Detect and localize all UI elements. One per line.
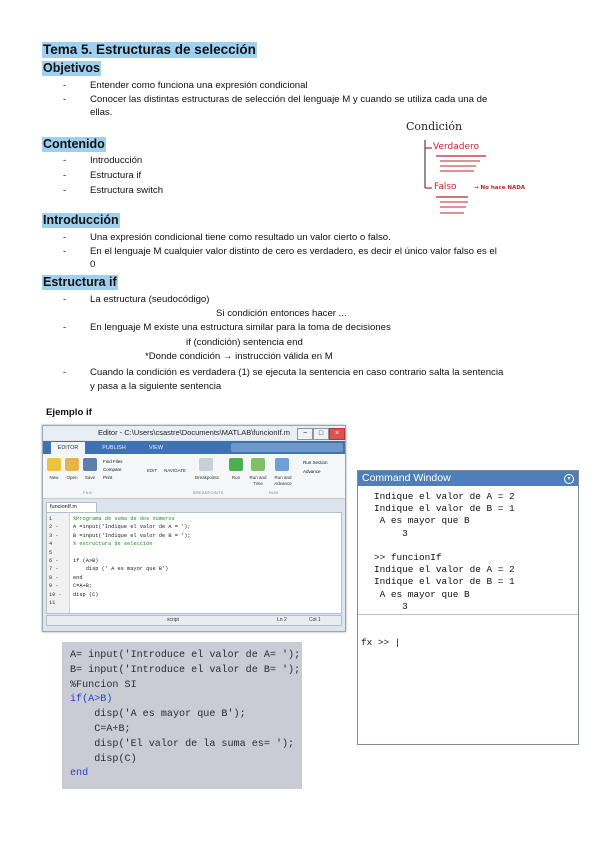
command-output-line: >> funcionIf — [374, 552, 442, 563]
command-divider — [358, 614, 578, 615]
line-number: 10 - — [49, 591, 62, 598]
code-photo — [62, 642, 302, 789]
command-output-line: Indique el valor de B = 1 — [374, 576, 515, 588]
objetivos-heading: Objetivos — [43, 61, 100, 75]
close-icon[interactable]: × — [329, 428, 345, 440]
pseudocode-line: Si condición entonces hacer ... — [216, 308, 347, 319]
command-output-line: Indique el valor de A = 2 — [374, 491, 515, 502]
contenido-heading: Contenido — [43, 137, 105, 151]
ribbon-open[interactable]: Open — [66, 475, 78, 480]
run-advance-icon[interactable] — [275, 458, 289, 471]
minimize-icon[interactable]: − — [297, 428, 313, 440]
command-output-line: Indique el valor de B = 1 — [374, 503, 515, 515]
command-window — [357, 470, 579, 745]
estructura-if-item: - Cuando la condición es verdadera (1) se ejecuta la sentencia en caso contrario salta la sentencia — [63, 367, 504, 378]
photo-code-line: disp(C) — [70, 753, 137, 765]
quick-access-toolbar[interactable] — [231, 443, 343, 452]
line-number: 11 — [49, 600, 56, 606]
objetivos-item-cont: ellas. — [90, 107, 113, 118]
ribbon-advance[interactable]: Advance — [303, 469, 321, 474]
line-number: 5 — [49, 549, 53, 556]
maximize-icon[interactable]: □ — [313, 428, 329, 440]
contenido-item: - Estructura if — [63, 170, 142, 181]
introduccion-item: - En el lenguaje M cualquier valor distinto de cero es verdadero, es decir el único valor falso es el — [63, 246, 497, 257]
line-number: 2 - — [49, 524, 59, 531]
open-icon[interactable] — [65, 458, 79, 471]
editor-ribbon — [43, 454, 345, 499]
line-gutter — [47, 513, 70, 613]
estructura-if-item: - La estructura (seudocódigo) — [63, 294, 210, 305]
command-window-title: Command Window — [358, 471, 578, 486]
handwritten-title: Condición — [406, 120, 463, 133]
ribbon-run[interactable]: Run — [231, 475, 241, 480]
line-number: 6 - — [49, 558, 59, 564]
ribbon-save[interactable]: Save — [84, 475, 96, 480]
photo-code-line: disp('A es mayor que B'); — [70, 709, 246, 721]
line-number: 3 - — [49, 532, 59, 539]
code-editor[interactable] — [46, 512, 342, 614]
introduccion-item: - Una expresión condicional tiene como resultado un valor cierto o falso. — [63, 232, 391, 243]
ejemplo-heading: Ejemplo if — [46, 407, 92, 418]
editor-tabbar — [43, 441, 345, 454]
ribbon-section-file: FILE — [83, 490, 93, 495]
photo-code-line: B= input('Introduce el valor de B= '); — [70, 664, 301, 676]
code-line: B =input('Indique el valor de B = '); — [73, 532, 191, 539]
handwritten-falso: Falso — [434, 182, 457, 192]
run-and-time-icon[interactable] — [251, 458, 265, 471]
tab-publish[interactable]: PUBLISH — [102, 445, 126, 451]
command-output-line: Indique el valor de A = 2 — [374, 564, 515, 576]
ribbon-find-files[interactable]: Find Files — [103, 459, 123, 464]
editor-statusbar — [46, 615, 342, 626]
code-line: disp (C) — [73, 591, 99, 598]
code-line: %Programa de suma de dos numeros — [73, 516, 175, 522]
file-tab[interactable]: funcionIf.m — [46, 502, 97, 513]
code-line: C=A+B; — [73, 583, 93, 590]
line-number: 9 - — [49, 583, 59, 590]
line-number: 1 — [49, 516, 53, 522]
breakpoints-icon[interactable] — [199, 458, 213, 471]
photo-code-line: end — [70, 768, 89, 780]
status-mode: script — [167, 617, 179, 623]
ribbon-file-stack — [103, 458, 123, 482]
status-col: Col 1 — [309, 617, 321, 623]
ribbon-navigate[interactable]: NAVIGATE — [163, 468, 187, 473]
objetivos-item: - Entender como funciona una expresión condicional — [63, 80, 308, 91]
estructura-if-item-cont: y pasa a la siguiente sentencia — [90, 381, 222, 392]
command-output-line: A es mayor que B — [374, 588, 470, 600]
code-line: % estructura de selección — [73, 541, 153, 548]
diagram-lines — [396, 118, 566, 228]
handwritten-verdadero: Verdadero — [433, 142, 480, 152]
handwritten-note: → No hace NADA — [474, 185, 526, 191]
ribbon-run-time[interactable]: Run and Time — [249, 475, 267, 486]
ribbon-run-stack — [303, 458, 328, 476]
photo-code-line: if(A>B) — [70, 694, 113, 706]
estructura-if-heading: Estructura if — [43, 275, 117, 289]
ribbon-section-run: RUN — [269, 490, 279, 495]
line-number: 7 - — [49, 566, 59, 573]
contenido-item: - Introducción — [63, 155, 143, 166]
ribbon-run-section[interactable]: Run Section — [303, 460, 328, 465]
photo-code-line: %Funcion SI — [70, 679, 137, 691]
introduccion-heading: Introducción — [43, 213, 119, 227]
code-line: if (A>B) — [73, 558, 99, 564]
ribbon-breakpoints[interactable]: Breakpoints — [195, 475, 219, 480]
ribbon-compare[interactable]: Compare — [103, 467, 122, 472]
command-output-line: 3 — [374, 600, 408, 612]
photo-code-line: disp('El valor de la suma es= '); — [70, 738, 295, 750]
status-line: Ln 2 — [277, 617, 287, 623]
ribbon-section-breakpoints: BREAKPOINTS — [193, 490, 224, 495]
command-output-line: 3 — [374, 527, 408, 539]
note-line: *Donde condición → instrucción válida en M — [145, 351, 333, 362]
new-icon[interactable] — [47, 458, 61, 471]
save-icon[interactable] — [83, 458, 97, 471]
line-number: 8 - — [49, 574, 59, 581]
code-line: disp (' A es mayor que B') — [73, 566, 169, 573]
ribbon-run-advance[interactable]: Run and Advance — [274, 475, 292, 486]
tab-editor[interactable]: EDITOR — [51, 442, 85, 454]
run-icon[interactable] — [229, 458, 243, 471]
page-title: Tema 5. Estructuras de selección — [43, 42, 256, 57]
introduccion-item-cont: 0 — [90, 259, 96, 270]
command-prompt[interactable]: fx >> | — [361, 637, 401, 648]
photo-code-line: A= input('Introduce el valor de A= '); — [70, 650, 301, 661]
syntax-line: if (condición) sentencia end — [186, 337, 303, 348]
matlab-editor-window — [42, 425, 346, 632]
ribbon-new[interactable]: New — [49, 475, 59, 480]
code-line: end — [73, 574, 83, 581]
objetivos-item: - Conocer las distintas estructuras de selección del lenguaje M y cuando se utiliza cada una de — [63, 94, 488, 105]
chevron-down-icon[interactable]: ▾ — [564, 474, 574, 484]
ribbon-print[interactable]: Print — [103, 475, 113, 480]
estructura-if-item: - En lenguaje M existe una estructura similar para la toma de decisiones — [63, 322, 391, 333]
tab-view[interactable]: VIEW — [148, 445, 164, 451]
contenido-item: - Estructura switch — [63, 185, 164, 196]
ribbon-edit[interactable]: EDIT — [146, 468, 158, 473]
photo-code-line: C=A+B; — [70, 724, 131, 735]
command-output-line: A es mayor que B — [374, 515, 470, 527]
line-number: 4 — [49, 541, 53, 548]
editor-title: Editor - C:\Users\csastre\Documents\MATLAB\funcionIf.m — [43, 426, 345, 440]
code-line: A =input('Indique el valor de A = '); — [73, 524, 191, 531]
handwritten-diagram — [396, 118, 566, 228]
